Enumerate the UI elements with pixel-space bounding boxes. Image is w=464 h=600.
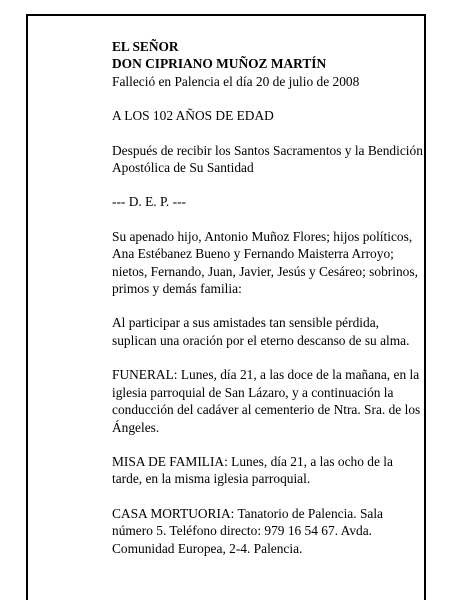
- family-paragraph: Su apenado hijo, Antonio Muñoz Flores; hijos políticos, Ana Estébanez Bueno y Fernando Maisterra Arroyo; nietos, Fernando, Juan, Javier, Jesús y Cesáreo; sobrinos, primos y demás familia:: [112, 228, 418, 297]
- sacraments-paragraph: Después de recibir los Santos Sacramentos y la Bendición Apostólica de Su Santidad: [112, 142, 423, 176]
- death-date-line: Falleció en Palencia el día 20 de julio de 2008: [112, 73, 360, 89]
- funeral-paragraph: FUNERAL: Lunes, día 21, a las doce de la mañana, en la iglesia parroquial de San Lázaro, y a continuación la conducción del cadáver al cementerio de Ntra. Sra. de los Ángeles.: [112, 367, 421, 435]
- family-mass-paragraph: MISA DE FAMILIA: Lunes, día 21, a las ocho de la tarde, en la misma iglesia parroquial.: [112, 453, 393, 487]
- prayer-request-paragraph: Al participar a sus amistades tan sensible pérdida, suplican una oración por el eterno descanso de su alma.: [112, 315, 410, 348]
- funeral-home-paragraph: CASA MORTUORIA: Tanatorio de Palencia. Sala número 5. Teléfono directo: 979 16 54 67. Avda. Comunidad Europea, 2-4. Palencia.: [112, 505, 383, 556]
- title-line-1: EL SEÑOR: [112, 39, 179, 54]
- age-line: A LOS 102 AÑOS DE EDAD: [112, 108, 274, 124]
- deceased-name: DON CIPRIANO MUÑOZ MARTÍN: [112, 56, 327, 72]
- obituary-notice: [112, 38, 424, 557]
- rip-line: --- D. E. P. ---: [112, 194, 187, 210]
